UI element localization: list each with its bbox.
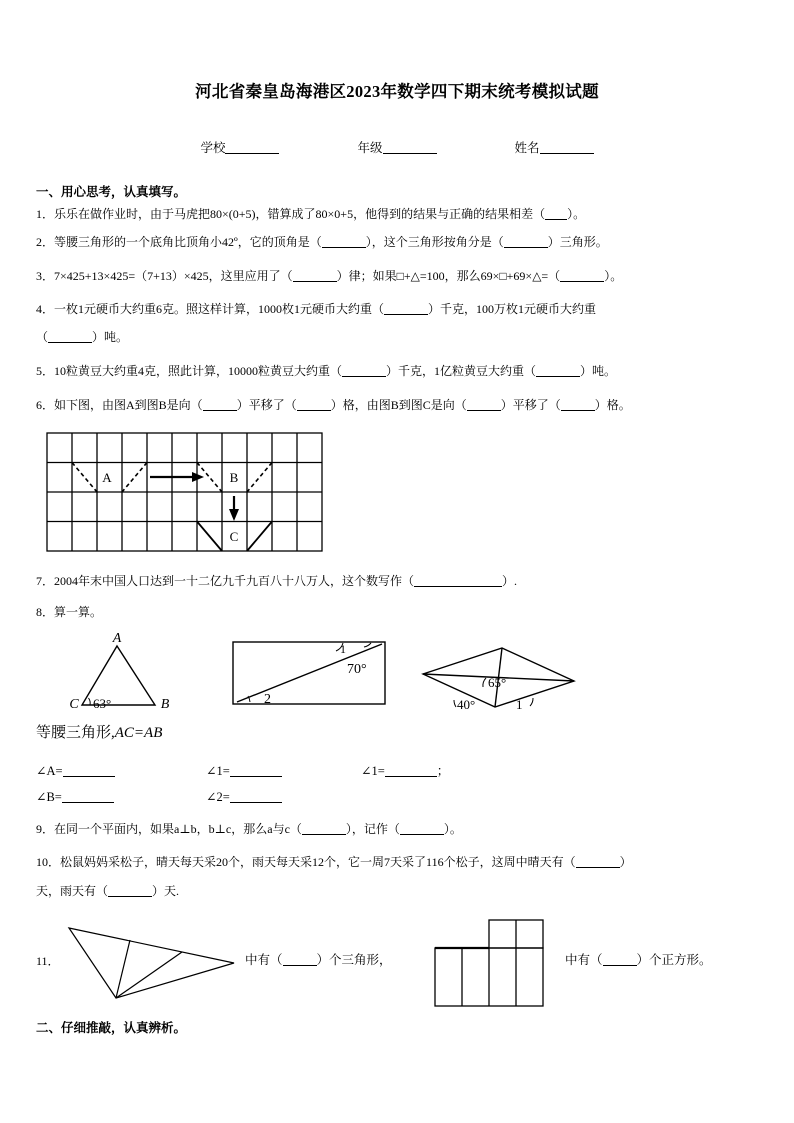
name-field [515,138,594,156]
page-title: 河北省秦皇岛海港区2023年数学四下期末统考模拟试题 [195,82,599,101]
q6-blank-1[interactable] [203,398,237,411]
question-4-cont [36,328,768,347]
section-heading-1: 一、用心思考，认真填写。 [36,185,187,199]
q5-part1: 10粒黄豆大约重4克，照此计算，10000粒黄豆大约重（ [54,364,343,378]
q8-angle-2-label: ∠2= [206,790,230,804]
rect-angle-2-label: 2 [264,692,271,707]
q9-number: 9． [36,822,55,836]
q9-part2: ），记作（ [345,822,400,836]
q5-part3: ）吨。 [580,364,617,378]
triangle-vertex-a: A [112,631,122,646]
square-grid-figure [434,918,554,1010]
q10-part4: ）天. [152,884,180,898]
q5-blank-1[interactable] [342,364,386,377]
grid-label-c: C [229,529,239,544]
q11-squares-text [565,950,712,968]
q8-number: 8． [36,605,55,619]
name-blank[interactable] [540,140,594,154]
school-blank[interactable] [225,140,279,154]
q9-blank-1[interactable] [302,822,346,835]
q8-angle-b-blank[interactable] [62,790,114,803]
q8-angle-1b-label: ∠1= [361,764,385,778]
triangle-vertex-c: C [69,697,79,712]
q8-answer-angle-1b [361,761,449,779]
q9-part3: ）。 [443,822,462,836]
q10-part3: 天，雨天有（ [36,884,109,898]
q2-part3: ）三角形。 [547,235,608,249]
parallelogram-figure [420,640,585,716]
q6-blank-4[interactable] [561,398,595,411]
q4-number: 4． [36,302,55,316]
name-label: 姓名 [514,141,540,155]
q10-part2: ） [619,855,632,869]
q8-angle-1a-blank[interactable] [230,764,282,777]
section-heading-2: 二、仔细推敲，认真辨析。 [36,1021,187,1035]
q3-blank-2[interactable] [560,269,604,282]
q8-answer-angle-1a [206,763,361,779]
q11-squares-suffix: ）个正方形。 [636,953,712,967]
q5-blank-2[interactable] [536,364,580,377]
grid-label-b: B [229,470,239,485]
q1-number: 1． [36,207,55,221]
q11-triangles-prefix: 中有（ [245,953,283,967]
grade-blank[interactable] [383,140,437,154]
q8-angle-2-blank[interactable] [230,790,282,803]
q2-part2: ），这个三角形按角分是（ [365,235,504,249]
q4-part1: 一枚1元硬币大约重6克。照这样计算，1000枚1元硬币大约重（ [54,302,385,316]
translation-grid-figure [46,432,331,554]
rectangle-diagonal-figure [232,641,392,713]
question-8 [36,603,768,622]
q3-part3: ）。 [604,269,623,283]
q8-angle-1a-label: ∠1= [206,764,230,778]
q4-part2: ）千克，100万枚1元硬币大约重 [428,302,597,316]
question-5 [36,362,768,381]
q11-triangles-suffix: ）个三角形， [316,953,392,967]
q5-part2: ）千克，1亿粒黄豆大约重（ [386,364,537,378]
q3-number: 3． [36,269,55,283]
isosceles-triangle-figure [62,628,187,723]
question-9 [36,820,768,839]
q10-part1: 松鼠妈妈采松子，晴天每天采20个，雨天每天采12个，它一周7天采了116个松子，这周中晴天有（ [60,855,576,869]
q7-part2: ）. [502,574,518,588]
question-2 [36,233,768,252]
grade-field [357,138,436,156]
q3-part2: ）律；如果□+△=100，那么69×□+69×△=（ [336,269,561,283]
q7-number: 7． [36,574,55,588]
q6-part5: ）格。 [594,398,631,412]
q3-part1: 7×425+13×425=（7+13）×425，这里应用了（ [54,269,293,283]
rect-angle-1-label: 1 [340,642,346,656]
q6-blank-3[interactable] [467,398,501,411]
q2-blank-2[interactable] [504,235,548,248]
q1-tail: ）。 [567,207,586,221]
q11-squares-prefix: 中有（ [565,953,603,967]
q8-angle-b-label: ∠B= [36,790,62,804]
q1-text: 乐乐在做作业时，由于马虎把80×(0+5)，错算成了80×0+5，他得到的结果与正确的结果相差（ [54,207,546,221]
grade-label: 年级 [357,141,383,155]
identity-row [0,138,794,156]
question-3 [36,267,768,286]
school-label: 学校 [200,141,226,155]
question-6 [36,396,768,415]
q7-blank[interactable] [414,574,502,587]
q3-blank-1[interactable] [293,269,337,282]
q8-answer-angle-b [36,789,206,805]
q4-blank-1[interactable] [384,302,428,315]
school-field [200,138,279,156]
q1-blank[interactable] [545,207,567,220]
q10-blank-1[interactable] [576,855,620,868]
subdivided-triangle-figure [60,920,240,1005]
q8-answers-line-1 [36,761,449,779]
q6-part3: ）格，由图B到图C是向（ [330,398,467,412]
triangle-caption-cn: 等腰三角形, [36,725,115,741]
q2-part1: 等腰三角形的一个底角比顶角小42º，它的顶角是（ [54,235,322,249]
triangle-angle-c-value: 63° [93,696,112,711]
q5-number: 5． [36,364,55,378]
q10-blank-2[interactable] [108,884,152,897]
question-4 [36,300,768,319]
q6-part1: 如下图，由图A到图B是向（ [54,398,203,412]
q8-text: 算一算。 [54,605,103,619]
q11-triangles-blank[interactable] [283,953,317,966]
q7-part1: 2004年末中国人口达到一十二亿九千九百八十八万人，这个数写作（ [54,574,415,588]
para-angle-65-value: 65° [488,675,507,690]
q2-number: 2． [36,235,55,249]
q8-answer-angle-a [36,763,206,779]
q2-blank-1[interactable] [322,235,366,248]
grid-label-a: A [102,470,112,485]
q8-answer-angle-2 [206,789,282,805]
para-angle-1-label: 1 [516,697,523,712]
q11-squares-blank[interactable] [603,953,637,966]
question-10-cont [36,882,768,901]
question-7 [36,572,768,591]
q4-part3: （ [36,330,49,344]
q8-answers-line-2 [36,789,282,805]
triangle-vertex-b: B [160,697,170,712]
triangle-caption [36,721,162,742]
para-angle-40-value: 40° [457,697,476,712]
q6-part2: ）平移了（ [236,398,297,412]
q9-part1: 在同一个平面内，如果a⊥b，b⊥c，那么a与c（ [54,822,302,836]
q6-blank-2[interactable] [297,398,331,411]
triangle-caption-math: AC=AB [114,725,163,741]
q4-part4: ）吨。 [92,330,129,344]
q11-number: 11． [36,954,60,968]
q11-triangles-text [245,950,392,968]
q8-angle-a-blank[interactable] [63,764,115,777]
q9-blank-2[interactable] [400,822,444,835]
q8-angle-a-label: ∠A= [36,764,63,778]
q10-number: 10． [36,855,61,869]
question-1 [36,205,768,224]
q8-angle-1b-suffix: ； [436,764,450,778]
q4-blank-2[interactable] [48,330,92,343]
q6-part4: ）平移了（ [500,398,561,412]
q6-number: 6． [36,398,55,412]
question-10 [36,853,768,872]
q8-angle-1b-blank[interactable] [385,764,437,777]
rect-angle-70-value: 70° [347,662,367,677]
